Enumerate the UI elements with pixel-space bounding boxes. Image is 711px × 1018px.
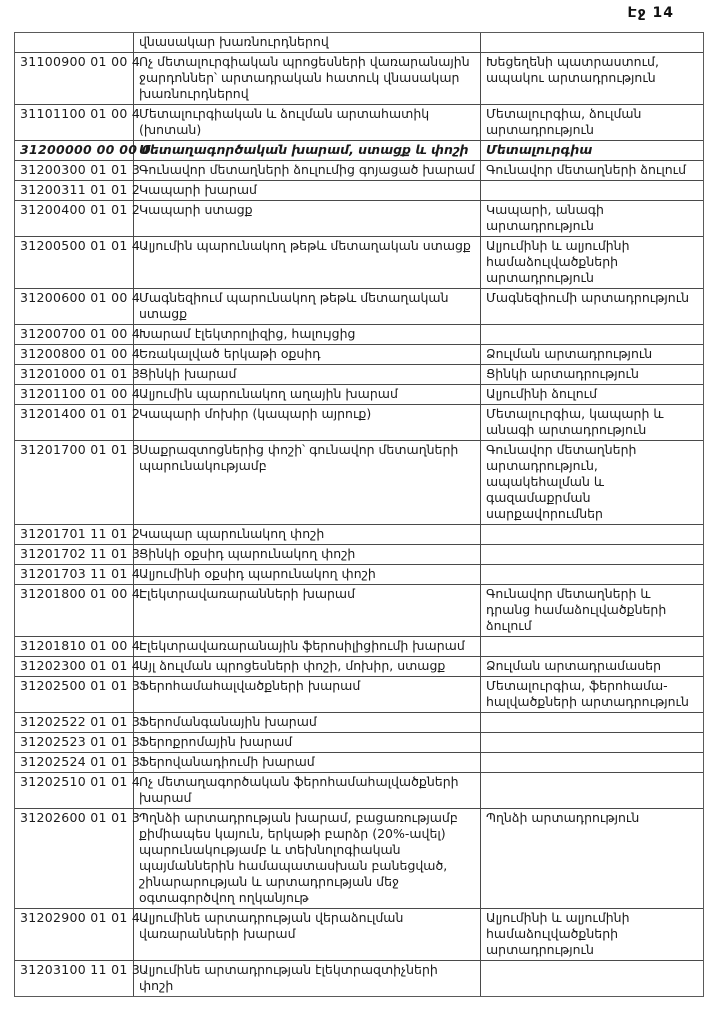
- source-cell: Գունավոր մետաղների և դրանց համաձուլվածքների ձուլում: [481, 585, 704, 637]
- table-row: [15, 657, 704, 677]
- source-cell: [481, 565, 704, 585]
- source-cell: Ձուլման արտադրություն: [481, 345, 704, 365]
- code-cell: 31201703 11 01 4: [15, 565, 134, 585]
- description-cell: Ոչ մետալուրգիական պրոցեսների վառարանային ջարդոններ՝ արտադրական հատուկ վնասակար խառնուրդներով: [134, 53, 481, 105]
- table-row: [15, 525, 704, 545]
- source-cell: [481, 525, 704, 545]
- source-cell: Գունավոր մետաղների արտադրություն, ապակեհալման և գազամաքրման սարքավորումներ: [481, 441, 704, 525]
- table-row: [15, 385, 704, 405]
- source-cell: [481, 545, 704, 565]
- table-row: [15, 181, 704, 201]
- code-cell: 31202500 01 01 3: [15, 677, 134, 713]
- table-row: [15, 161, 704, 181]
- table-row: [15, 713, 704, 733]
- source-cell: [481, 961, 704, 997]
- code-cell: 31200300 01 01 3: [15, 161, 134, 181]
- source-cell: Ալյումինի և ալյումինի համաձուլվածքների արտադրություն: [481, 237, 704, 289]
- description-cell: Էլեկտրավառարանների խարամ: [134, 585, 481, 637]
- table-row: [15, 773, 704, 809]
- description-cell: Պղնձի արտադրության խարամ, բացառությամբ քիմիապես կայուն, երկաթի բարձր (20%-ավել) պարունակությամբ և տեխնոլոգիական պայմաններին համապատասխան բանեցված, շինարարության և արտադրության մեջ օգտագործվող ողկանյութ: [134, 809, 481, 909]
- waste-classification-table: [14, 32, 704, 997]
- description-cell: Ալյումինե արտադրության էլեկտրազտիչների փոշի: [134, 961, 481, 997]
- description-cell: Էլեկտրավառարանային ֆերոսիլիցիումի խարամ: [134, 637, 481, 657]
- description-cell: Ալյումինե արտադրության վերաձուլման վառարանների խարամ: [134, 909, 481, 961]
- description-cell: Ալյումինի օքսիդ պարունակող փոշի: [134, 565, 481, 585]
- description-cell: Կապար պարունակող փոշի: [134, 525, 481, 545]
- source-cell: Մագնեզիումի արտադրություն: [481, 289, 704, 325]
- description-cell: Ալյումին պարունակող աղային խարամ: [134, 385, 481, 405]
- source-cell: [481, 733, 704, 753]
- description-cell: Կապարի մոխիր (կապարի այրուք): [134, 405, 481, 441]
- code-cell: 31201000 01 01 3: [15, 365, 134, 385]
- code-cell: 31201400 01 01 2: [15, 405, 134, 441]
- table-row: [15, 345, 704, 365]
- code-cell: 31100900 01 00 4: [15, 53, 134, 105]
- table-row: [15, 53, 704, 105]
- table-row: [15, 105, 704, 141]
- description-cell: Ցինկի օքսիդ պարունակող փոշի: [134, 545, 481, 565]
- code-cell: 31200700 01 00 4: [15, 325, 134, 345]
- code-cell: 31201702 11 01 3: [15, 545, 134, 565]
- table-row: [15, 677, 704, 713]
- description-cell: Մագնեզիում պարունակող թեթև մետաղական ստացք: [134, 289, 481, 325]
- description-cell: Խարամ էլեկտրոլիզից, հալույցից: [134, 325, 481, 345]
- table-row: [15, 637, 704, 657]
- description-cell: Ոչ մետաղագործական ֆերոհամահալվածքների խարամ: [134, 773, 481, 809]
- table-row: [15, 565, 704, 585]
- table-row: [15, 405, 704, 441]
- description-cell: Մետաղագործական խարամ, ստացք և փոշի: [134, 141, 481, 161]
- table-row: [15, 753, 704, 773]
- description-cell: Այլ ձուլման պրոցեսների փոշի, մոխիր, ստացք: [134, 657, 481, 677]
- description-cell: Ֆերոքրոմային խարամ: [134, 733, 481, 753]
- code-cell: 31201100 01 00 4: [15, 385, 134, 405]
- code-cell: 31202600 01 01 3: [15, 809, 134, 909]
- table-row: [15, 909, 704, 961]
- code-cell: 31202900 01 01 4: [15, 909, 134, 961]
- table-row: [15, 809, 704, 909]
- code-cell: 31200800 01 00 4: [15, 345, 134, 365]
- description-cell: վնասակար խառնուրդներով: [134, 33, 481, 53]
- code-cell: 31201701 11 01 2: [15, 525, 134, 545]
- source-cell: [481, 713, 704, 733]
- source-cell: Գունավոր մետաղների ձուլում: [481, 161, 704, 181]
- code-cell: 31201810 01 00 4: [15, 637, 134, 657]
- description-cell: Ֆերովանադիումի խարամ: [134, 753, 481, 773]
- source-cell: Ցինկի արտադրություն: [481, 365, 704, 385]
- source-cell: Մետալուրգիա, ֆերոհամա-հալվածքների արտադրություն: [481, 677, 704, 713]
- source-cell: [481, 181, 704, 201]
- description-cell: Գունավոր մետաղների ձուլումից գոյացած խարամ: [134, 161, 481, 181]
- source-cell: [481, 637, 704, 657]
- table-row: [15, 733, 704, 753]
- source-cell: Ալյումինի ձուլում: [481, 385, 704, 405]
- code-cell: 31200400 01 01 2: [15, 201, 134, 237]
- code-cell: 31202522 01 01 3: [15, 713, 134, 733]
- table-row: [15, 325, 704, 345]
- table-row: [15, 33, 704, 53]
- table-row: [15, 545, 704, 565]
- description-cell: Ալյումին պարունակող թեթև մետաղական ստացք: [134, 237, 481, 289]
- code-cell: 31203100 11 01 3: [15, 961, 134, 997]
- source-cell: [481, 773, 704, 809]
- description-cell: Ֆերոմանգանային խարամ: [134, 713, 481, 733]
- page-number: Էջ 14: [627, 5, 674, 21]
- table-row: [15, 289, 704, 325]
- code-cell: 31200500 01 01 4: [15, 237, 134, 289]
- table-body: [15, 33, 704, 997]
- code-cell: 31200000 00 00 0: [15, 141, 134, 161]
- code-cell: 31200311 01 01 2: [15, 181, 134, 201]
- source-cell: Ալյումինի և ալյումինի համաձուլվածքների արտադրություն: [481, 909, 704, 961]
- source-cell: Մետալուրգիա, ձուլման արտադրություն: [481, 105, 704, 141]
- description-cell: Կապարի ստացք: [134, 201, 481, 237]
- description-cell: Եռակալված երկաթի օքսիդ: [134, 345, 481, 365]
- table-row: [15, 237, 704, 289]
- source-cell: Մետալուրգիա: [481, 141, 704, 161]
- source-cell: Կապարի, անագի արտադրություն: [481, 201, 704, 237]
- table-row: [15, 441, 704, 525]
- table-row: [15, 961, 704, 997]
- source-cell: Պղնձի արտադրություն: [481, 809, 704, 909]
- description-cell: Ֆերոհամահալվածքների խարամ: [134, 677, 481, 713]
- code-cell: 31101100 01 00 4: [15, 105, 134, 141]
- table-row: [15, 201, 704, 237]
- description-cell: Ցինկի խարամ: [134, 365, 481, 385]
- code-cell: 31202300 01 01 4: [15, 657, 134, 677]
- code-cell: 31202523 01 01 3: [15, 733, 134, 753]
- source-cell: [481, 33, 704, 53]
- code-cell: [15, 33, 134, 53]
- source-cell: [481, 325, 704, 345]
- source-cell: Ձուլման արտադրամասեր: [481, 657, 704, 677]
- source-cell: [481, 753, 704, 773]
- code-cell: 31201800 01 00 4: [15, 585, 134, 637]
- description-cell: Սաքրազտոցներից փոշի՝ գունավոր մետաղների պարունակությամբ: [134, 441, 481, 525]
- code-cell: 31202510 01 01 4: [15, 773, 134, 809]
- table-row: [15, 365, 704, 385]
- code-cell: 31202524 01 01 3: [15, 753, 134, 773]
- code-cell: 31200600 01 00 4: [15, 289, 134, 325]
- table-row: [15, 141, 704, 161]
- source-cell: Խեցեղենի պատրաստում, ապակու արտադրություն: [481, 53, 704, 105]
- description-cell: Մետալուրգիական և ձուլման արտահատիկ (խոտան): [134, 105, 481, 141]
- table-row: [15, 585, 704, 637]
- description-cell: Կապարի խարամ: [134, 181, 481, 201]
- source-cell: Մետալուրգիա, կապարի և անագի արտադրություն: [481, 405, 704, 441]
- code-cell: 31201700 01 01 3: [15, 441, 134, 525]
